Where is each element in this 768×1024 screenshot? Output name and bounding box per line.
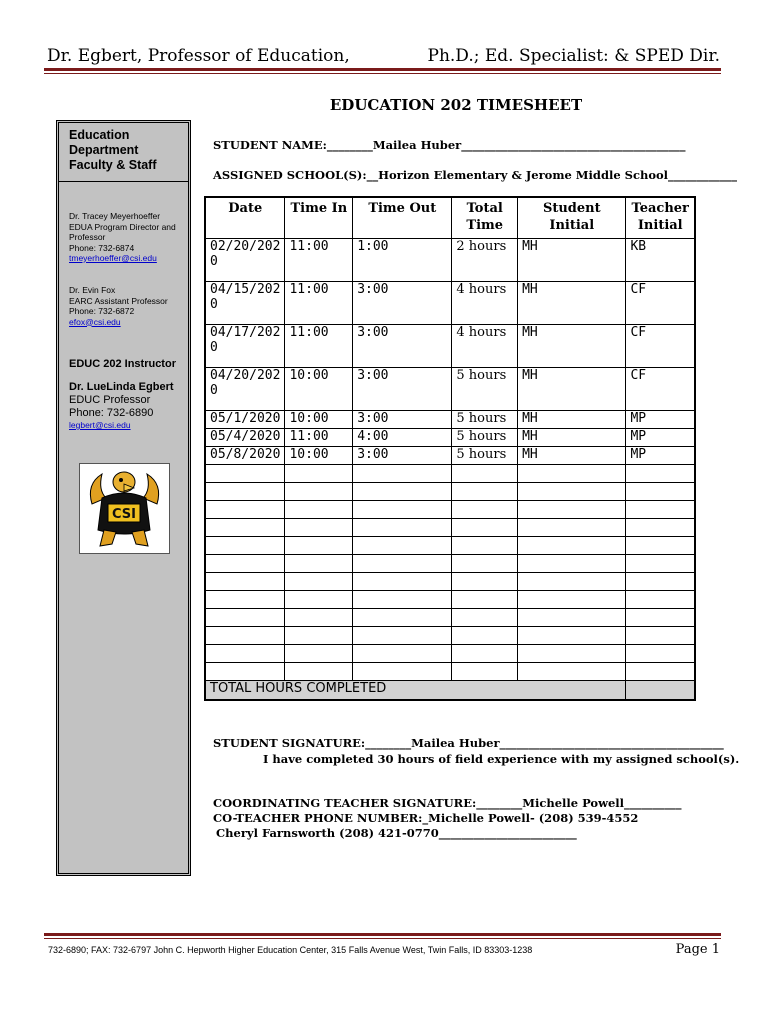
column-header-date: Date [205, 197, 285, 239]
header-rule-thin [44, 73, 721, 74]
cell-teacher-initial: MP [626, 411, 695, 429]
student-name-field: STUDENT NAME:________Mailea Huber_______________________________________ [213, 138, 686, 152]
cell-student-initial: MH [518, 325, 626, 368]
cell-total-time: 5 hours [452, 368, 518, 411]
cell-total-time: 5 hours [452, 447, 518, 465]
cell-student-initial: MH [518, 429, 626, 447]
table-header-row [205, 197, 695, 239]
cell-time-in: 11:00 [285, 325, 353, 368]
empty-row [205, 483, 695, 501]
cell-total-time: 4 hours [452, 325, 518, 368]
column-header-total-time: Total Time [452, 197, 518, 239]
cell-time-in: 10:00 [285, 447, 353, 465]
empty-row [205, 465, 695, 483]
empty-row [205, 609, 695, 627]
cell-teacher-initial: MP [626, 447, 695, 465]
cell-total-time: 5 hours [452, 411, 518, 429]
coordinating-teacher-signature: COORDINATING TEACHER SIGNATURE:________Michelle Powell__________ [213, 796, 682, 810]
empty-row [205, 501, 695, 519]
empty-row [205, 573, 695, 591]
contact-phone: Phone: 732-6872 [69, 306, 135, 316]
document-title: EDUCATION 202 TIMESHEET [329, 96, 583, 114]
footer-rule-thin [44, 938, 721, 939]
cell-time-in: 11:00 [285, 429, 353, 447]
timesheet-table [204, 196, 696, 701]
cell-date: 05/8/2020 [205, 447, 285, 465]
cell-date: 05/4/2020 [205, 429, 285, 447]
cell-student-initial: MH [518, 368, 626, 411]
cell-time-out: 1:00 [353, 239, 452, 282]
cell-time-out: 3:00 [353, 325, 452, 368]
contact-phone: Phone: 732-6874 [69, 242, 135, 253]
cell-date: 05/1/2020 [205, 411, 285, 429]
empty-row [205, 519, 695, 537]
empty-row [205, 645, 695, 663]
cell-teacher-initial: KB [626, 239, 695, 282]
table-row [205, 239, 695, 282]
table-row [205, 325, 695, 368]
cell-date: 04/17/2020 [205, 325, 285, 368]
column-header-time-in: Time In [285, 197, 353, 239]
eagle-mascot-icon [80, 464, 169, 553]
column-header-teacher-initial: Teacher Initial [626, 197, 695, 239]
assigned-school-field: ASSIGNED SCHOOL(S):__Horizon Elementary & Jerome Middle School____________ [213, 168, 738, 182]
cell-total-time: 5 hours [452, 429, 518, 447]
cell-student-initial: MH [518, 411, 626, 429]
cell-teacher-initial: CF [626, 368, 695, 411]
cell-time-in: 11:00 [285, 239, 353, 282]
empty-row [205, 555, 695, 573]
cell-date: 04/20/2020 [205, 368, 285, 411]
contact-email-link[interactable]: legbert@csi.edu [69, 420, 131, 430]
column-header-time-out: Time Out [353, 197, 452, 239]
completion-statement: I have completed 30 hours of field experience with my assigned school(s). [263, 752, 740, 766]
header-left: Dr. Egbert, Professor of Education, [47, 46, 350, 66]
instructor-heading: EDUC 202 Instructor [69, 358, 176, 370]
cell-date: 02/20/2020 [205, 239, 285, 282]
contact-email-link[interactable]: tmeyerhoeffer@csi.edu [69, 253, 157, 263]
page-number: Page 1 [675, 942, 720, 957]
cell-time-out: 3:00 [353, 411, 452, 429]
cell-time-out: 3:00 [353, 447, 452, 465]
contact-egbert [69, 381, 187, 431]
cell-time-in: 11:00 [285, 282, 353, 325]
cell-student-initial: MH [518, 282, 626, 325]
footer-address: 732-6890; FAX: 732-6797 John C. Hepworth Higher Education Center, 315 Falls Avenue West, Twin Falls, ID 83303-1238 [48, 945, 533, 955]
table-row [205, 368, 695, 411]
svg-text:CSI: CSI [112, 507, 136, 522]
cell-time-in: 10:00 [285, 368, 353, 411]
sidebar-heading: Education Department Faculty & Staff [59, 123, 188, 182]
cell-time-out: 3:00 [353, 368, 452, 411]
contact-role: EDUA Program Director and Professor [69, 221, 176, 242]
empty-row [205, 591, 695, 609]
csi-eagle-logo [79, 463, 170, 554]
contact-role: EARC Assistant Professor [69, 295, 168, 306]
total-hours-value [626, 681, 695, 701]
contact-fox [69, 285, 187, 327]
contact-role: EDUC Professor [69, 394, 151, 406]
table-row [205, 447, 695, 465]
empty-row [205, 663, 695, 681]
contact-name: Dr. LueLinda Egbert [69, 381, 174, 393]
contact-name: Dr. Tracey Meyerhoeffer [69, 211, 161, 221]
table-row [205, 282, 695, 325]
empty-row [205, 627, 695, 645]
contact-name: Dr. Evin Fox [69, 285, 116, 295]
cell-total-time: 4 hours [452, 282, 518, 325]
table-row [205, 429, 695, 447]
footer-rule [44, 933, 721, 936]
cheryl-contact: Cheryl Farnsworth (208) 421-0770________________________ [216, 826, 577, 840]
faculty-sidebar [56, 120, 191, 876]
cell-teacher-initial: CF [626, 325, 695, 368]
student-signature-line: STUDENT SIGNATURE:________Mailea Huber_______________________________________ [213, 736, 724, 750]
cell-time-out: 4:00 [353, 429, 452, 447]
cell-student-initial: MH [518, 239, 626, 282]
co-teacher-phone: CO-TEACHER PHONE NUMBER:_Michelle Powell- (208) 539-4552 [213, 811, 639, 825]
contact-meyerhoeffer [69, 211, 187, 264]
cell-time-in: 10:00 [285, 411, 353, 429]
empty-row [205, 537, 695, 555]
cell-time-out: 3:00 [353, 282, 452, 325]
header-rule [44, 68, 721, 71]
contact-phone: Phone: 732-6890 [69, 407, 154, 419]
cell-student-initial: MH [518, 447, 626, 465]
cell-teacher-initial: CF [626, 282, 695, 325]
total-hours-row [205, 681, 695, 701]
cell-teacher-initial: MP [626, 429, 695, 447]
header-right: Ph.D.; Ed. Specialist: & SPED Dir. [427, 46, 720, 66]
column-header-student-initial: Student Initial [518, 197, 626, 239]
contact-email-link[interactable]: efox@csi.edu [69, 316, 121, 327]
table-row [205, 411, 695, 429]
total-hours-label: TOTAL HOURS COMPLETED [205, 681, 626, 701]
cell-total-time: 2 hours [452, 239, 518, 282]
cell-date: 04/15/2020 [205, 282, 285, 325]
